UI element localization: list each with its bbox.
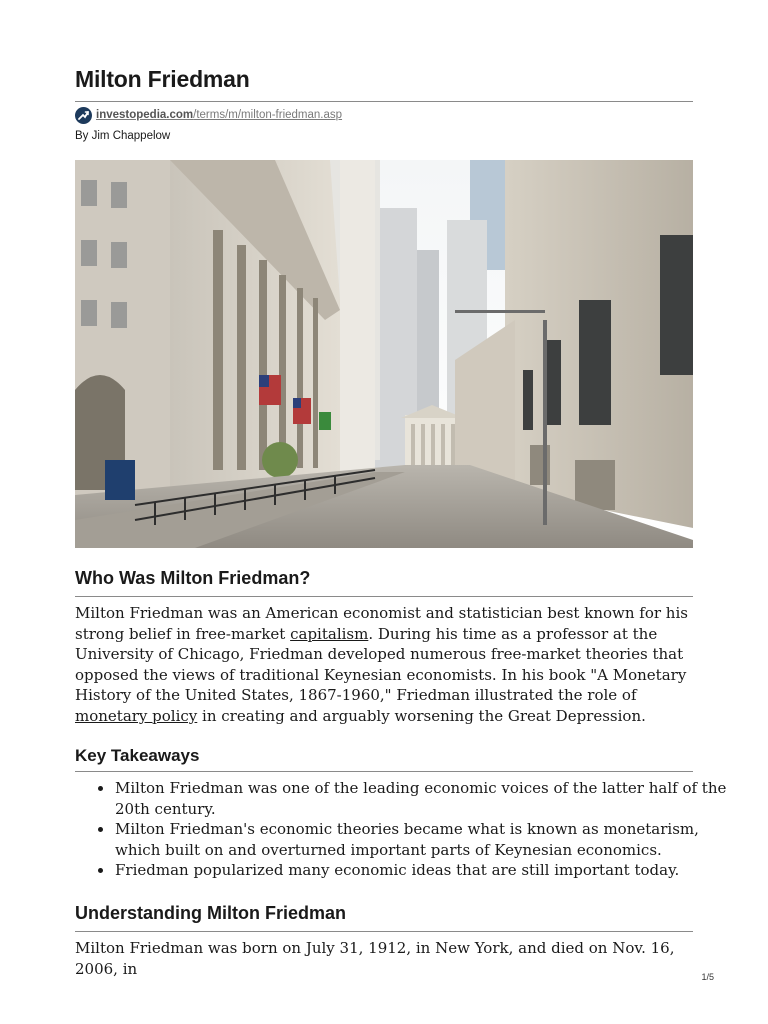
monetary-policy-link[interactable]: monetary policy [75, 706, 198, 725]
bullet-icon [98, 827, 103, 832]
key-takeaways-list [75, 778, 733, 881]
understanding-paragraph: Milton Friedman was born on July 31, 1912, in New York, and died on Nov. 16, 2006, in [75, 939, 675, 978]
section-divider [75, 931, 693, 932]
section-divider [75, 596, 693, 597]
title-divider [75, 101, 693, 102]
page-number: 1/5 [701, 972, 714, 982]
section-heading-who: Who Was Milton Friedman? [75, 568, 311, 588]
key-takeaways-heading: Key Takeaways [75, 746, 200, 765]
source-url-link[interactable]: investopedia.com/terms/m/milton-friedman.asp [96, 109, 343, 121]
section-heading-understanding: Understanding Milton Friedman [75, 903, 347, 923]
intro-paragraph: Milton Friedman was an American economist and statistician best known for his strong belief in free-market capitalism. During his time as a professor at the University of Chicago, Friedman developed numerous free-market theories that opposed the views of traditional Keynesian economists. In his book "A Monetary History of the United States, 1867-1960," Friedman illustrated the role of monetary policy in creating and arguably worsening the Great Depression. [75, 604, 688, 725]
source-link-row [75, 106, 342, 124]
bullet-icon [98, 786, 103, 791]
section-divider [75, 771, 693, 772]
capitalism-link[interactable]: capitalism [290, 624, 369, 643]
wall-street-photo-icon [75, 160, 693, 548]
byline: By Jim Chappelow [75, 130, 171, 142]
list-item: Friedman popularized many economic ideas that are still important today. [115, 860, 733, 881]
bullet-icon [98, 868, 103, 873]
list-item: Milton Friedman was one of the leading economic voices of the latter half of the 20th century. [115, 778, 733, 819]
page-title: Milton Friedman [75, 66, 250, 92]
list-item: Milton Friedman's economic theories became what is known as monetarism, which built on and overturned important parts of Keynesian economics. [115, 819, 733, 860]
investopedia-logo-icon [75, 107, 92, 124]
